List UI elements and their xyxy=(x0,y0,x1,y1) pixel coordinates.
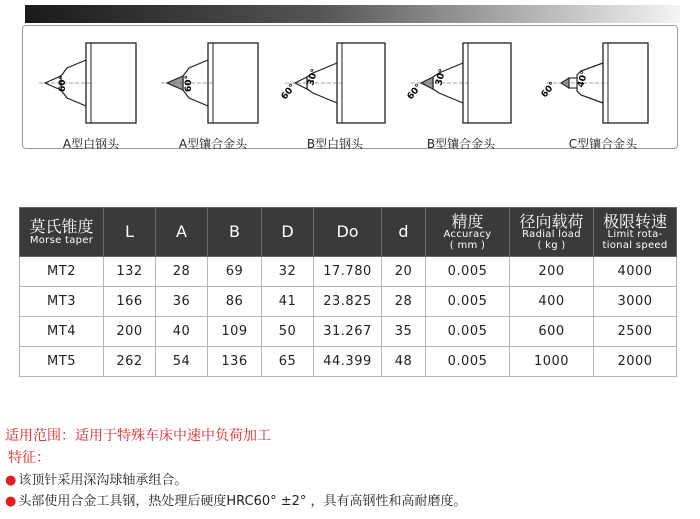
header-a: A xyxy=(156,208,208,257)
spec-table xyxy=(19,207,677,377)
table-cell: 40 xyxy=(156,317,208,347)
table-cell: 35 xyxy=(382,317,426,347)
table-cell: 4000 xyxy=(594,257,677,287)
table-cell: 48 xyxy=(382,347,426,377)
table-header-row xyxy=(20,208,677,257)
diagram-label: B型白钢头 xyxy=(306,137,364,151)
table-cell: 28 xyxy=(382,287,426,317)
table-cell: 36 xyxy=(156,287,208,317)
angle-label: 60° xyxy=(405,82,425,102)
header-radial-load: 径向载荷 Radial load ( kg ) xyxy=(510,208,594,257)
table-cell: 0.005 xyxy=(426,347,510,377)
table-cell: 400 xyxy=(510,287,594,317)
table-cell: 50 xyxy=(262,317,314,347)
table-cell: 86 xyxy=(208,287,262,317)
table-cell: 109 xyxy=(208,317,262,347)
diagram-label: A型白钢头 xyxy=(62,137,120,151)
table-row xyxy=(20,287,677,317)
table-cell: 65 xyxy=(262,347,314,377)
angle-label: 60° xyxy=(539,80,559,100)
header-limit-speed: 极限转速 Limit rota- tional speed xyxy=(594,208,677,257)
diagram-label: A型镶合金头 xyxy=(178,137,248,151)
table-cell: 200 xyxy=(104,317,156,347)
table-cell: 41 xyxy=(262,287,314,317)
table-cell: MT3 xyxy=(20,287,104,317)
table-cell: 23.825 xyxy=(314,287,382,317)
header-gradient-bar xyxy=(25,5,680,23)
table-cell: 0.005 xyxy=(426,317,510,347)
table-cell: 136 xyxy=(208,347,262,377)
table-cell: 262 xyxy=(104,347,156,377)
table-body xyxy=(20,257,677,377)
table-cell: 3000 xyxy=(594,287,677,317)
bullet-dot-icon: ● xyxy=(5,494,17,509)
header-morse-taper: 莫氏锥度 Morse taper xyxy=(20,208,104,257)
feature-item: ● 该顶针采用深沟球轴承组合。 xyxy=(5,473,188,488)
diagram-a-alloy xyxy=(153,38,273,151)
table-cell: 200 xyxy=(510,257,594,287)
header-b: B xyxy=(208,208,262,257)
table-cell: 2000 xyxy=(594,347,677,377)
table-cell: 44.399 xyxy=(314,347,382,377)
table-cell: MT5 xyxy=(20,347,104,377)
angle-label: 60° xyxy=(279,82,299,102)
header-l: L xyxy=(104,208,156,257)
table-cell: 69 xyxy=(208,257,262,287)
header-do: Do xyxy=(314,208,382,257)
diagram-label: B型镶合金头 xyxy=(426,137,496,151)
table-cell: 2500 xyxy=(594,317,677,347)
table-cell: 600 xyxy=(510,317,594,347)
angle-label: 60° xyxy=(184,74,194,92)
feature-item: ● 头部使用合金工具钢，热处理后硬度HRC60° ±2° ，具有高钢性和高耐磨度。 xyxy=(5,494,467,509)
table-cell: 28 xyxy=(156,257,208,287)
table-cell: 1000 xyxy=(510,347,594,377)
table-row xyxy=(20,347,677,377)
header-small-d: d xyxy=(382,208,426,257)
angle-label: 30° xyxy=(434,67,449,87)
header-accuracy: 精度 Accuracy ( mm ) xyxy=(426,208,510,257)
diagram-c-alloy xyxy=(533,38,653,151)
table-cell: 31.267 xyxy=(314,317,382,347)
angle-label: 60° xyxy=(58,74,68,92)
table-cell: 166 xyxy=(104,287,156,317)
table-cell: 20 xyxy=(382,257,426,287)
table-row xyxy=(20,317,677,347)
bullet-dot-icon: ● xyxy=(5,473,17,488)
table-cell: 132 xyxy=(104,257,156,287)
table-cell: MT2 xyxy=(20,257,104,287)
diagram-a-white-steel xyxy=(31,38,151,151)
center-types-diagram-panel xyxy=(22,25,678,149)
diagram-b-alloy xyxy=(401,38,521,151)
table-row xyxy=(20,257,677,287)
angle-label: 40° xyxy=(576,69,591,89)
features-title: 特征： xyxy=(8,450,50,466)
table-cell: 0.005 xyxy=(426,287,510,317)
application-scope: 适用范围：适用于特殊车床中速中负荷加工 xyxy=(5,428,271,444)
table-cell: 32 xyxy=(262,257,314,287)
table-cell: MT4 xyxy=(20,317,104,347)
table-cell: 54 xyxy=(156,347,208,377)
header-d: D xyxy=(262,208,314,257)
diagram-label: C型镶合金头 xyxy=(568,137,638,151)
table-cell: 0.005 xyxy=(426,257,510,287)
table-cell: 17.780 xyxy=(314,257,382,287)
angle-label: 30° xyxy=(306,67,321,87)
diagram-b-white-steel xyxy=(275,38,395,151)
